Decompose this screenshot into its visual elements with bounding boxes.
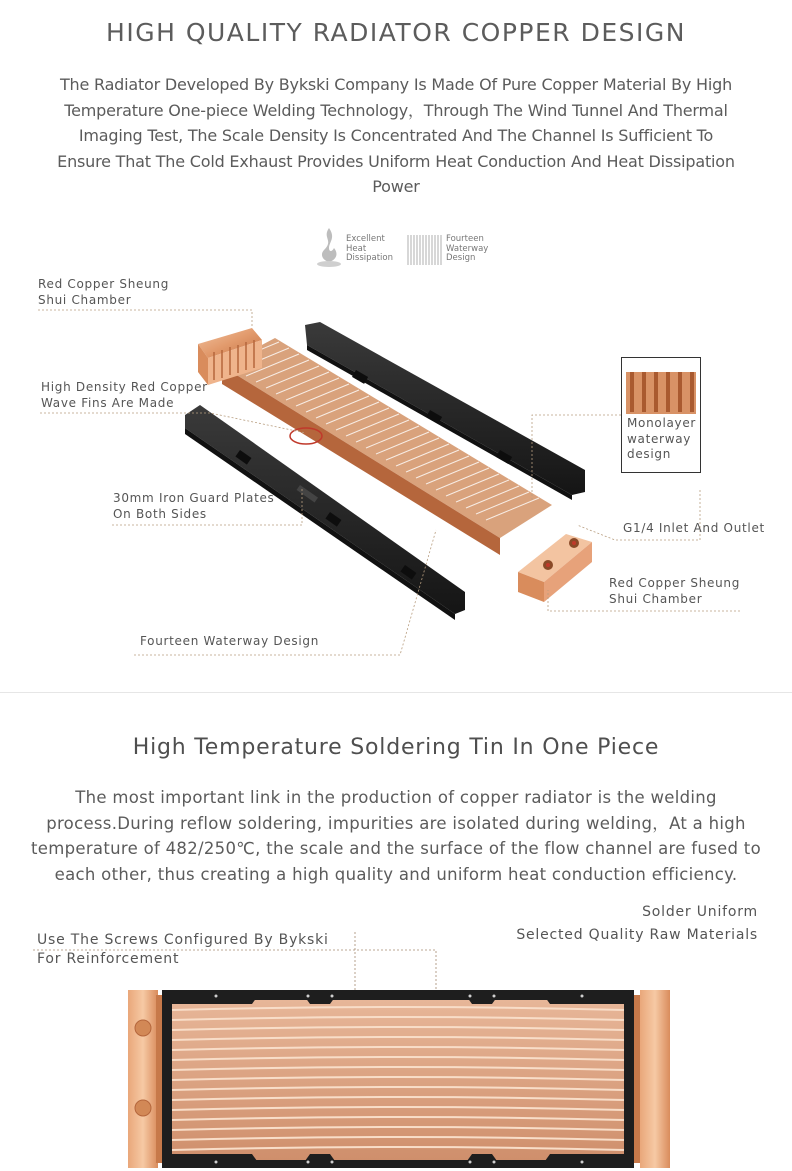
feature-waterway-line3: Design [446,253,476,263]
monolayer-fins-icon [622,358,700,414]
copper-fin-core [172,1000,624,1160]
callout-chamber-top-line1: Red Copper Sheung [38,277,170,291]
copper-chamber-bottom [518,534,592,602]
callout-chamber-bottom-line1: Red Copper Sheung [609,576,741,590]
callout-fins-line1: High Density Red Copper [41,380,208,394]
label-raw-materials: Selected Quality Raw Materials [516,927,758,943]
feature-waterway-line2: Waterway [446,243,489,254]
feature-heat-line3: Dissipation [346,253,394,263]
section1-title: HIGH QUALITY RADIATOR COPPER DESIGN [106,18,686,47]
callout-guard-plates [113,491,275,522]
left-copper-chamber [128,990,158,1168]
label-screws-line2: For Reinforcement [37,951,180,967]
feature-heat-line1: Excellent [346,234,385,244]
assembled-radiator-illustration [0,930,792,1171]
callout-guard-line1: 30mm Iron Guard Plates [113,491,275,505]
section2-description: The most important link in the production of copper radiator is the welding process.During reflow soldering, impurities are isolated during welding，At a high temperature of 482/250℃, the scale and the surface of the flow channel are fused to each other, thus creating a high quality and uniform heat conduction efficiency. [31,788,761,884]
callout-chamber-top [38,277,169,308]
monolayer-detail-box [621,357,701,473]
section2-title: High Temperature Soldering Tin In One Piece [132,735,660,760]
callout-waterway: Fourteen Waterway Design [140,634,320,648]
label-solder-uniform: Solder Uniform [642,904,758,920]
callout-chamber-top-line2: Shui Chamber [38,292,132,307]
callout-chamber-bottom-line2: Shui Chamber [609,591,703,606]
callout-inlet-outlet: G1/4 Inlet And Outlet [623,521,765,535]
callout-guard-line2: On Both Sides [113,506,207,521]
feature-heat-line2: Heat [346,243,367,254]
monolayer-line3: design [627,447,672,461]
right-copper-chamber [640,990,670,1168]
monolayer-line1: Monolayer [627,416,697,430]
callout-fins-line2: Wave Fins Are Made [41,395,175,410]
leader-lines-section2 [33,930,758,992]
callout-fins [41,380,208,411]
section-divider [0,692,792,693]
feature-waterway-line1: Fourteen [446,234,484,244]
section1-description: The Radiator Developed By Bykski Company Is Made Of Pure Copper Material By High Temperature One-piece Welding Technology，Through The Wind Tunnel And Thermal Imaging Test, The Scale Density Is Concentrated And The Channel Is Sufficient To Ensure That The Cold Exhaust Provides Uniform Heat Conduction And Heat Dissipation Power [57,75,735,196]
monolayer-line2: waterway [627,431,692,446]
label-screws-line1: Use The Screws Configured By Bykski [37,932,329,948]
callout-chamber-bottom [609,576,740,607]
